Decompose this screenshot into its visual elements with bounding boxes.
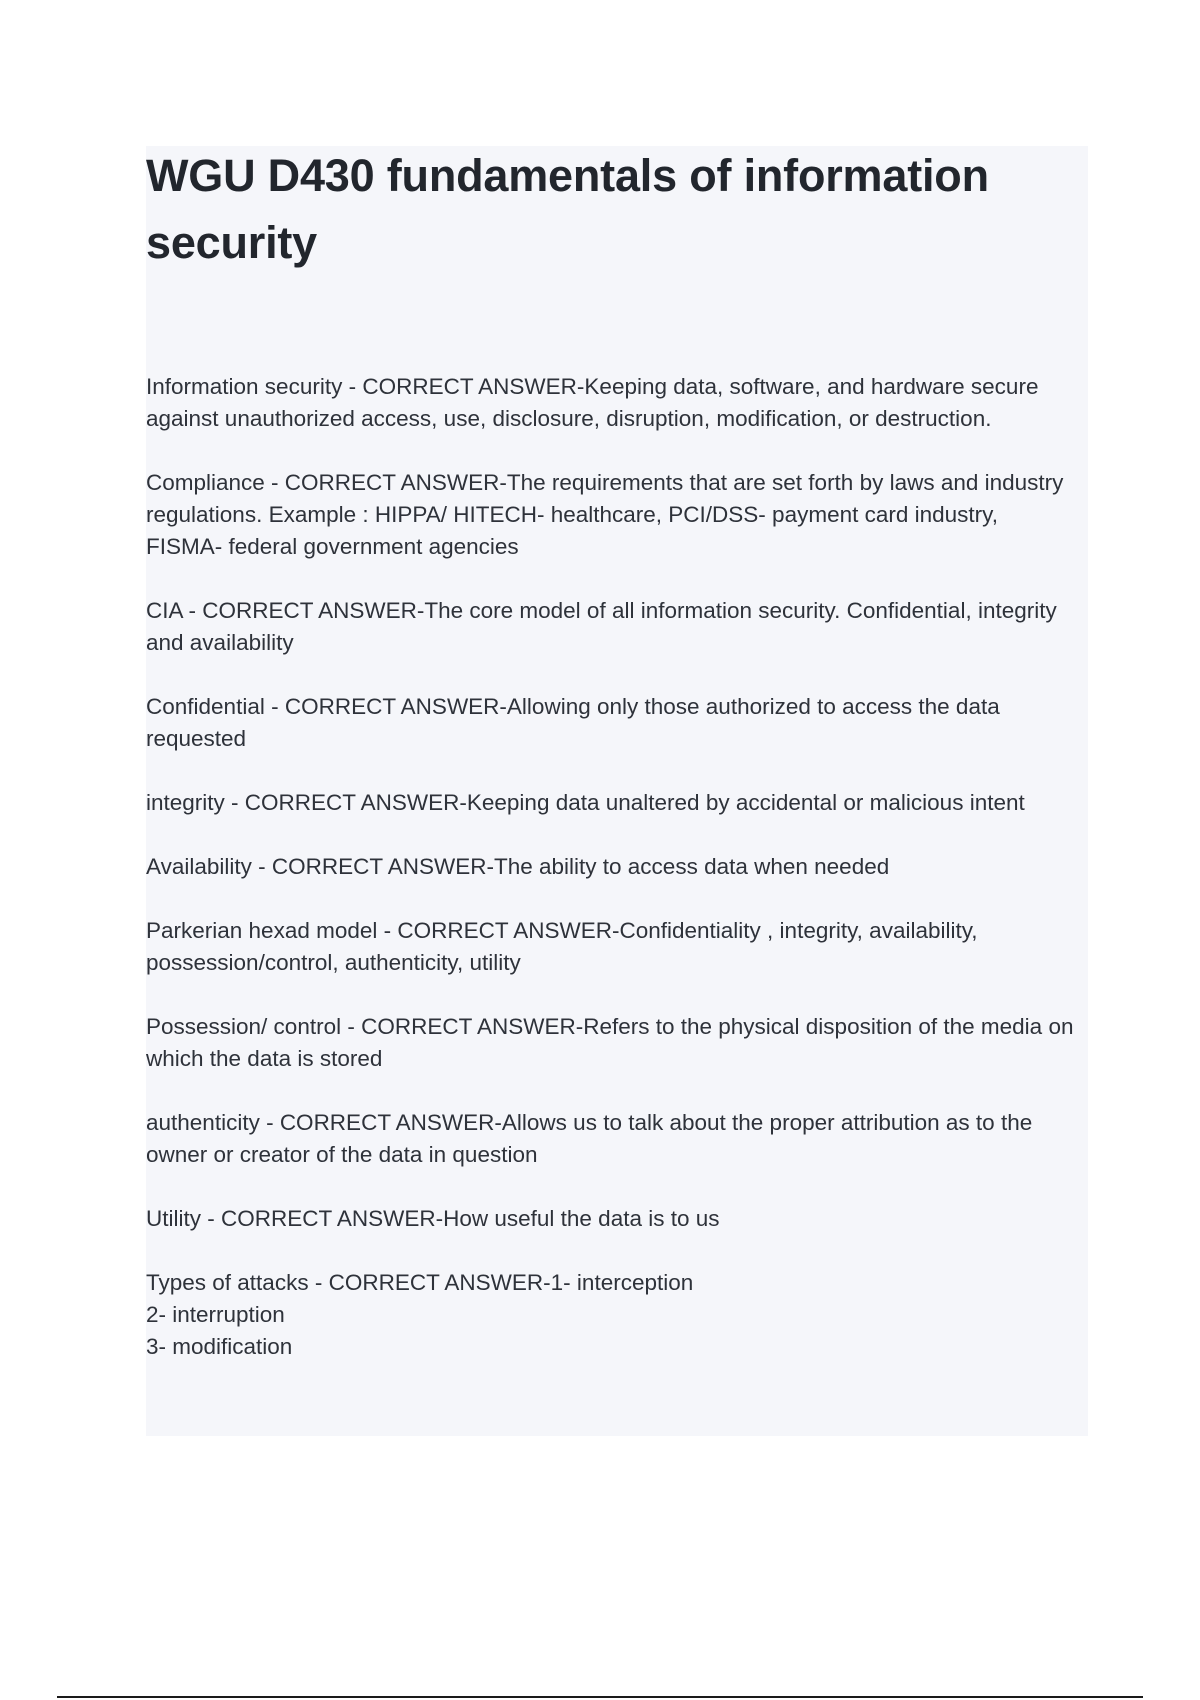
qa-entry-integrity: integrity - CORRECT ANSWER-Keeping data unaltered by accidental or malicious intent [146,790,1025,815]
page-title: WGU D430 fundamentals of information security [146,150,989,268]
qa-entry-confidential: Confidential - CORRECT ANSWER-Allowing only those authorized to access the data requested [146,694,1000,751]
qa-list [146,371,1076,1363]
page-divider [57,1696,1143,1698]
qa-entry-information-security: Information security - CORRECT ANSWER-Keeping data, software, and hardware secure against unauthorized access, use, disclosure, disruption, modification, or destruction. [146,374,1039,431]
qa-entry-possession-control: Possession/ control - CORRECT ANSWER-Refers to the physical disposition of the media on which the data is stored [146,1014,1074,1071]
qa-entry-parkerian-hexad: Parkerian hexad model - CORRECT ANSWER-Confidentiality , integrity, availability, possession/control, authenticity, utility [146,918,978,975]
qa-entry-authenticity: authenticity - CORRECT ANSWER-Allows us to talk about the proper attribution as to the owner or creator of the data in question [146,1110,1033,1167]
qa-entry-cia: CIA - CORRECT ANSWER-The core model of all information security. Confidential, integrity and availability [146,598,1057,655]
qa-entry-availability: Availability - CORRECT ANSWER-The ability to access data when needed [146,854,890,879]
qa-entry-compliance: Compliance - CORRECT ANSWER-The requirements that are set forth by laws and industry regulations. Example : HIPPA/ HITECH- healthcare, PCI/DSS- payment card industry, FISMA- federal government agencies [146,470,1064,559]
qa-entry-types-of-attacks: Types of attacks - CORRECT ANSWER-1- interception 2- interruption 3- modification [146,1270,694,1359]
qa-entry-utility: Utility - CORRECT ANSWER-How useful the data is to us [146,1206,720,1231]
